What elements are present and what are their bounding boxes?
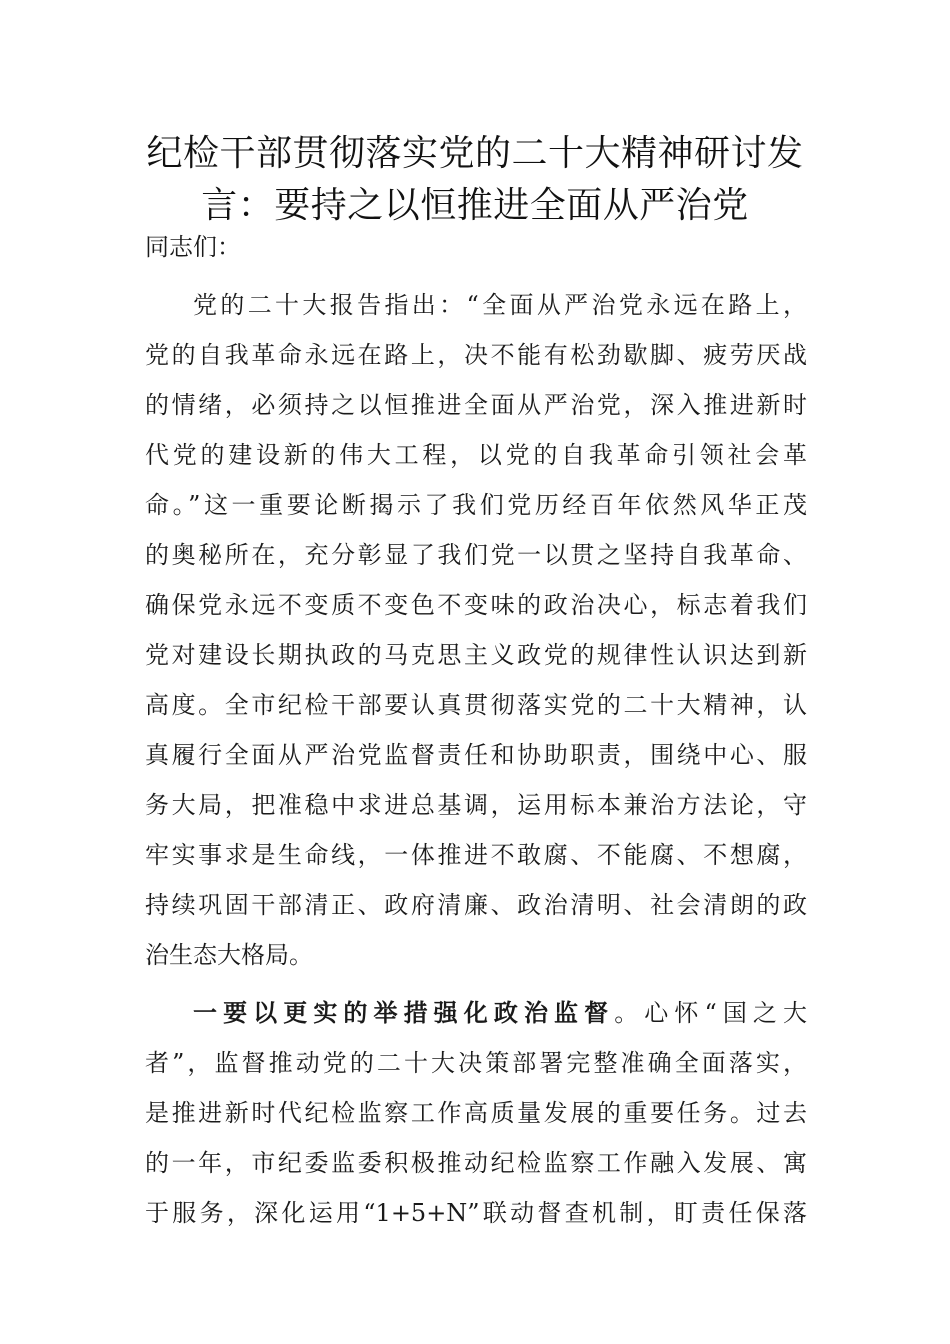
paragraph-line: 牢实事求是生命线，一体推进不敢腐、不能腐、不想腐，: [145, 841, 807, 869]
paragraph-line: 代党的建设新的伟大工程，以党的自我革命引领社会革: [145, 441, 807, 469]
paragraph-line: 高度。全市纪检干部要认真贯彻落实党的二十大精神，认: [145, 691, 807, 719]
paragraph-line: 真履行全面从严治党监督责任和协助职责，围绕中心、服: [145, 741, 807, 769]
paragraph-line: 党的自我革命永远在路上，决不能有松劲歇脚、疲劳厌战: [145, 341, 807, 369]
document-title: [145, 128, 805, 232]
paragraph-line: 于服务，深化运用“1+5+N”联动督查机制，盯责任保落: [145, 1199, 807, 1227]
paragraph-line: 务大局，把准稳中求进总基调，运用标本兼治方法论，守: [145, 791, 807, 819]
paragraph-1: [145, 280, 807, 980]
paragraph-line: 者”，监督推动党的二十大决策部署完整准确全面落实，: [145, 1049, 807, 1077]
title-line-1: 纪检干部贯彻落实党的二十大精神研讨发: [146, 133, 804, 174]
paragraph-line: 的情绪，必须持之以恒推进全面从严治党，深入推进新时: [145, 391, 807, 419]
paragraph-line: 的奥秘所在，充分彰显了我们党一以贯之坚持自我革命、: [145, 541, 807, 569]
paragraph-line: 持续巩固干部清正、政府清廉、政治清明、社会清朗的政: [145, 891, 807, 919]
paragraph-line: 是推进新时代纪检监察工作高质量发展的重要任务。过去: [145, 1099, 807, 1127]
paragraph-line: 命。”这一重要论断揭示了我们党历经百年依然风华正茂: [145, 491, 807, 519]
paragraph-line: 的一年，市纪委监委积极推动纪检监察工作融入发展、寓: [145, 1149, 807, 1177]
document-body: [145, 222, 807, 1238]
paragraph-line: 党的二十大报告指出：“全面从严治党永远在路上，: [193, 291, 807, 319]
paragraph-2: [145, 988, 807, 1238]
paragraph-line: 治生态大格局。: [145, 941, 313, 969]
section-heading: 一要以更实的举措强化政治监督: [193, 999, 615, 1027]
title-line-2: 言：要持之以恒推进全面从严治党: [201, 185, 749, 226]
paragraph-line: 党对建设长期执政的马克思主义政党的规律性认识达到新: [145, 641, 807, 669]
paragraph-text: 。心怀“国之大: [614, 999, 807, 1027]
paragraph-2-first-line: [145, 988, 807, 1038]
paragraph-line: 确保党永远不变质不变色不变味的政治决心，标志着我们: [145, 591, 807, 619]
salutation: 同志们：: [145, 233, 241, 261]
